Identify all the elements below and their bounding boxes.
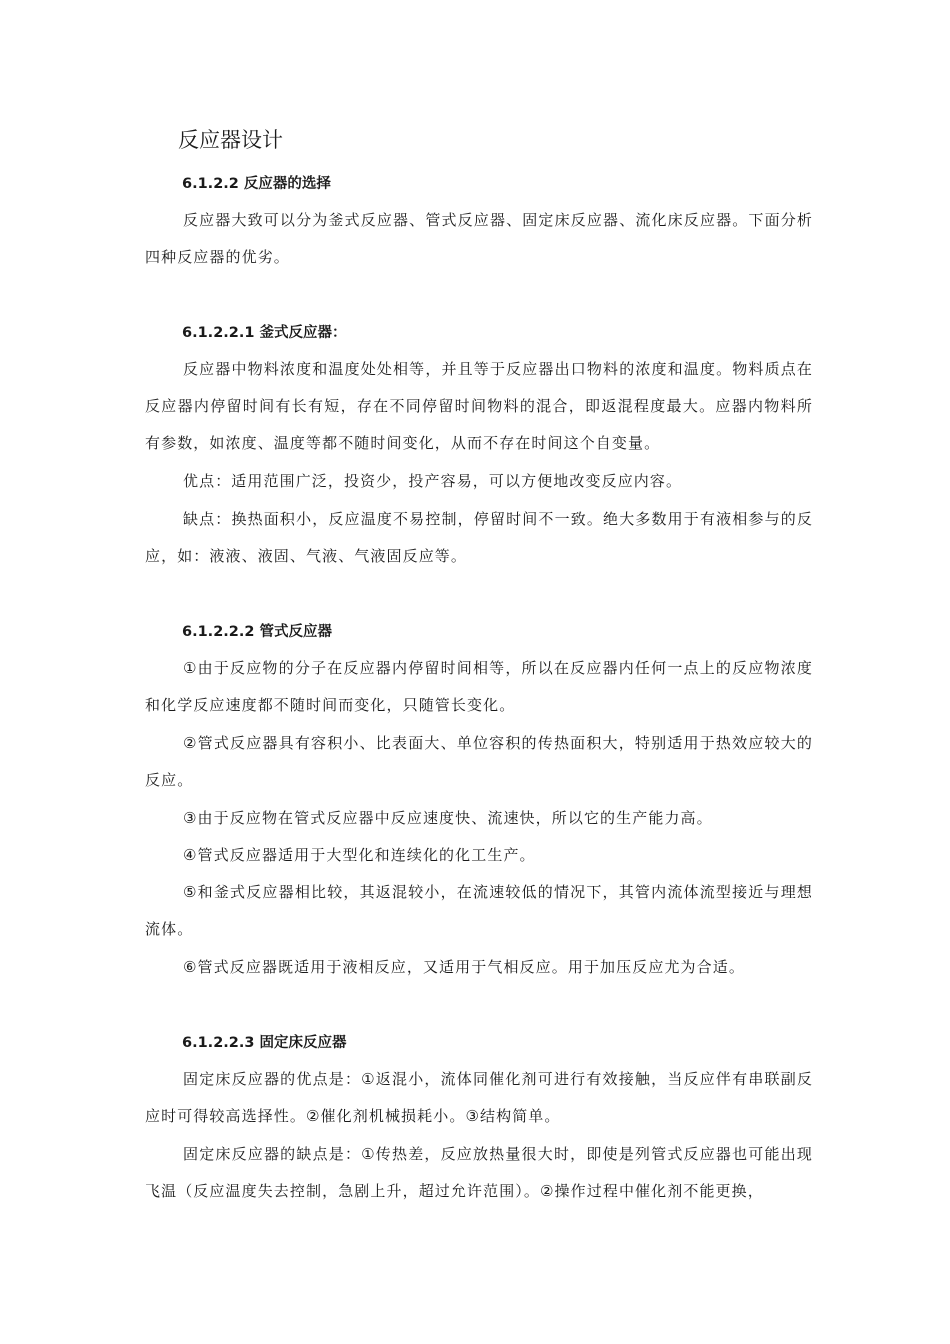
page-title: 反应器设计 [178, 128, 283, 152]
paragraph-tubular-point-5: ⑤和釜式反应器相比较，其返混较小，在流速较低的情况下，其管内流体流型接近与理想流体。 [145, 883, 813, 938]
paragraph-fixed-bed-advantages: 固定床反应器的优点是：①返混小，流体同催化剂可进行有效接触，当反应伴有串联副反应时可得较高选择性。②催化剂机械损耗小。③结构简单。 [145, 1070, 813, 1125]
section-heading-tubular-reactor: 6.1.2.2.2 管式反应器 [182, 624, 333, 640]
paragraph-tubular-point-3: ③由于反应物在管式反应器中反应速度快、流速快，所以它的生产能力高。 [183, 809, 713, 827]
section-heading-fixed-bed-reactor: 6.1.2.2.3 固定床反应器 [182, 1035, 347, 1051]
paragraph-kettle-disadvantages: 缺点：换热面积小，反应温度不易控制，停留时间不一致。绝大多数用于有液相参与的反应，如：液液、液固、气液、气液固反应等。 [145, 510, 813, 565]
paragraph-fixed-bed-disadvantages: 固定床反应器的缺点是：①传热差，反应放热量很大时，即使是列管式反应器也可能出现飞温（反应温度失去控制，急剧上升，超过允许范围）。②操作过程中催化剂不能更换， [145, 1145, 813, 1200]
section-heading-reactor-selection: 6.1.2.2 反应器的选择 [182, 176, 331, 192]
paragraph-tubular-point-1: ①由于反应物的分子在反应器内停留时间相等，所以在反应器内任何一点上的反应物浓度和化学反应速度都不随时间而变化，只随管长变化。 [145, 659, 813, 714]
paragraph-intro: 反应器大致可以分为釜式反应器、管式反应器、固定床反应器、流化床反应器。下面分析四种反应器的优劣。 [145, 211, 813, 266]
section-heading-kettle-reactor: 6.1.2.2.1 釜式反应器： [182, 325, 347, 341]
paragraph-tubular-point-6: ⑥管式反应器既适用于液相反应，又适用于气相反应。用于加压反应尤为合适。 [183, 958, 745, 976]
paragraph-kettle-description: 反应器中物料浓度和温度处处相等，并且等于反应器出口物料的浓度和温度。物料质点在反应器内停留时间有长有短，存在不同停留时间物料的混合，即返混程度最大。应器内物料所有参数，如浓度、温度等都不随时间变化，从而不存在时间这个自变量。 [145, 360, 813, 452]
paragraph-tubular-point-2: ②管式反应器具有容积小、比表面大、单位容积的传热面积大，特别适用于热效应较大的反应。 [145, 734, 813, 789]
paragraph-tubular-point-4: ④管式反应器适用于大型化和连续化的化工生产。 [183, 846, 536, 864]
paragraph-kettle-advantages: 优点：适用范围广泛，投资少，投产容易，可以方便地改变反应内容。 [183, 472, 683, 490]
